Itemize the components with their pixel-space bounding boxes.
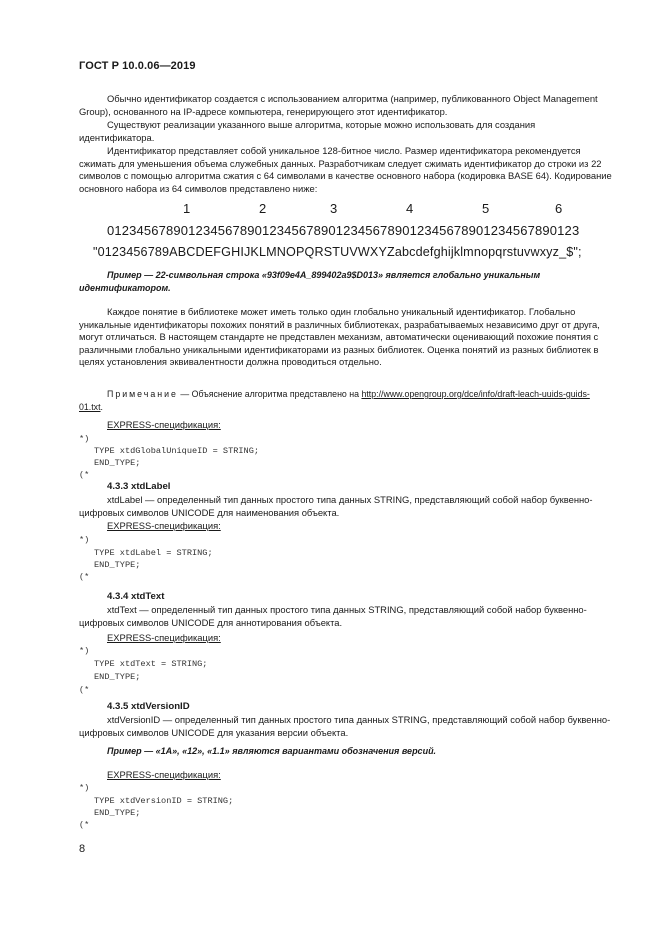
- digit-row: 0123456789012345678901234567890123456789012345678901234567890123: [107, 223, 580, 238]
- code-close-2: (*: [79, 572, 90, 582]
- note-link[interactable]: http://www.opengroup.org/dce/info/draft-leach-uuids-guids-01.txt: [79, 389, 590, 412]
- note: [79, 388, 613, 413]
- paragraph-1: Обычно идентификатор создается с использованием алгоритма (например, публикованного Object Management Group), основанного на IP-адресе компьютера, генерирующего этот идентификатор.: [79, 93, 598, 117]
- code-end-guid: END_TYPE;: [94, 458, 141, 468]
- code-open-4: *): [79, 783, 90, 793]
- heading-434: 4.3.4 xtdText: [107, 591, 165, 602]
- heading-433: 4.3.3 xtdLabel: [107, 481, 171, 492]
- code-line-text: TYPE xtdText = STRING;: [94, 659, 208, 669]
- tick-4: 4: [406, 201, 414, 216]
- code-close-4: (*: [79, 820, 90, 830]
- note-text: — Объяснение алгоритма представлено на: [177, 389, 362, 399]
- tick-1: 1: [183, 201, 191, 216]
- express-label-1: EXPRESS-спецификация:: [107, 419, 221, 430]
- express-label-2: EXPRESS-спецификация:: [107, 520, 221, 531]
- paragraph-4: Каждое понятие в библиотеке может иметь только один глобально уникальный идентификатор. Глобально уникальные идентификаторы похожих понятий в различных библиотеках, разрабатываемых независимо друг от друга, могут отличаться. В настоящем стандарте не представлен механизм, автоматически оценивающий похожие понятия с различными глобально уникальными идентификаторами из разных библиотек. Оценка понятий из разных библиотек в целях установления эквивалентности должна проводиться отдельно.: [79, 306, 600, 368]
- code-line-label: TYPE xtdLabel = STRING;: [94, 548, 213, 558]
- heading-435: 4.3.5 xtdVersionID: [107, 701, 190, 712]
- tick-5: 5: [482, 201, 490, 216]
- charset-row: "0123456789ABCDEFGHIJKLMNOPQRSTUVWXYZabcdefghijklmnopqrstuvwxyz_$";: [93, 245, 582, 259]
- note-label: Примечание: [107, 389, 178, 399]
- body-435: xtdVersionID — определенный тип данных простого типа данных STRING, представляющий собой набор буквенно-цифровых символов UNICODE для указания версии объекта.: [79, 714, 611, 738]
- paragraph-3: Идентификатор представляет собой уникальное 128-битное число. Размер идентификатора рекомендуется сжимать для уменьшения объема служебных данных. Разработчикам следует сжимать идентификатор до строки из 22 символов с помощью алгоритма сжатия с 64 символами в качестве основного набора (кодировка BASE 64). Кодирование основного набора из 64 символов представлено ниже:: [79, 145, 612, 194]
- tick-2: 2: [259, 201, 267, 216]
- code-end-version: END_TYPE;: [94, 808, 141, 818]
- document-header: ГОСТ Р 10.0.06—2019: [79, 60, 196, 72]
- example-guid: Пример — 22-символьная строка «93f09e4A_899402a9$D013» является глобально уникальным идентификатором.: [79, 270, 541, 293]
- digit-ticks: [79, 201, 613, 217]
- tick-3: 3: [330, 201, 338, 216]
- express-label-4: EXPRESS-спецификация:: [107, 769, 221, 780]
- example-version: Пример — «1A», «12», «1.1» являются вариантами обозначения версий.: [107, 746, 437, 756]
- paragraph-2: Существуют реализации указанного выше алгоритма, которые можно использовать для создания идентификатора.: [79, 119, 536, 143]
- body-434: xtdText — определенный тип данных простого типа данных STRING, представляющий собой набор буквенно-цифровых символов UNICODE для аннотирования объекта.: [79, 604, 587, 628]
- code-end-text: END_TYPE;: [94, 672, 141, 682]
- code-end-label: END_TYPE;: [94, 560, 141, 570]
- body-433: xtdLabel — определенный тип данных простого типа данных STRING, представляющий собой набор буквенно-цифровых символов UNICODE для наименования объекта.: [79, 494, 593, 518]
- code-close-1: (*: [79, 470, 90, 480]
- code-line-version: TYPE xtdVersionID = STRING;: [94, 796, 234, 806]
- express-label-3: EXPRESS-спецификация:: [107, 632, 221, 643]
- note-end: .: [100, 401, 103, 412]
- code-open-1: *): [79, 434, 90, 444]
- code-line-guid: TYPE xtdGlobalUniqueID = STRING;: [94, 446, 260, 456]
- code-open-2: *): [79, 535, 90, 545]
- page-number: 8: [79, 843, 86, 855]
- tick-6: 6: [555, 201, 563, 216]
- code-open-3: *): [79, 646, 90, 656]
- code-close-3: (*: [79, 685, 90, 695]
